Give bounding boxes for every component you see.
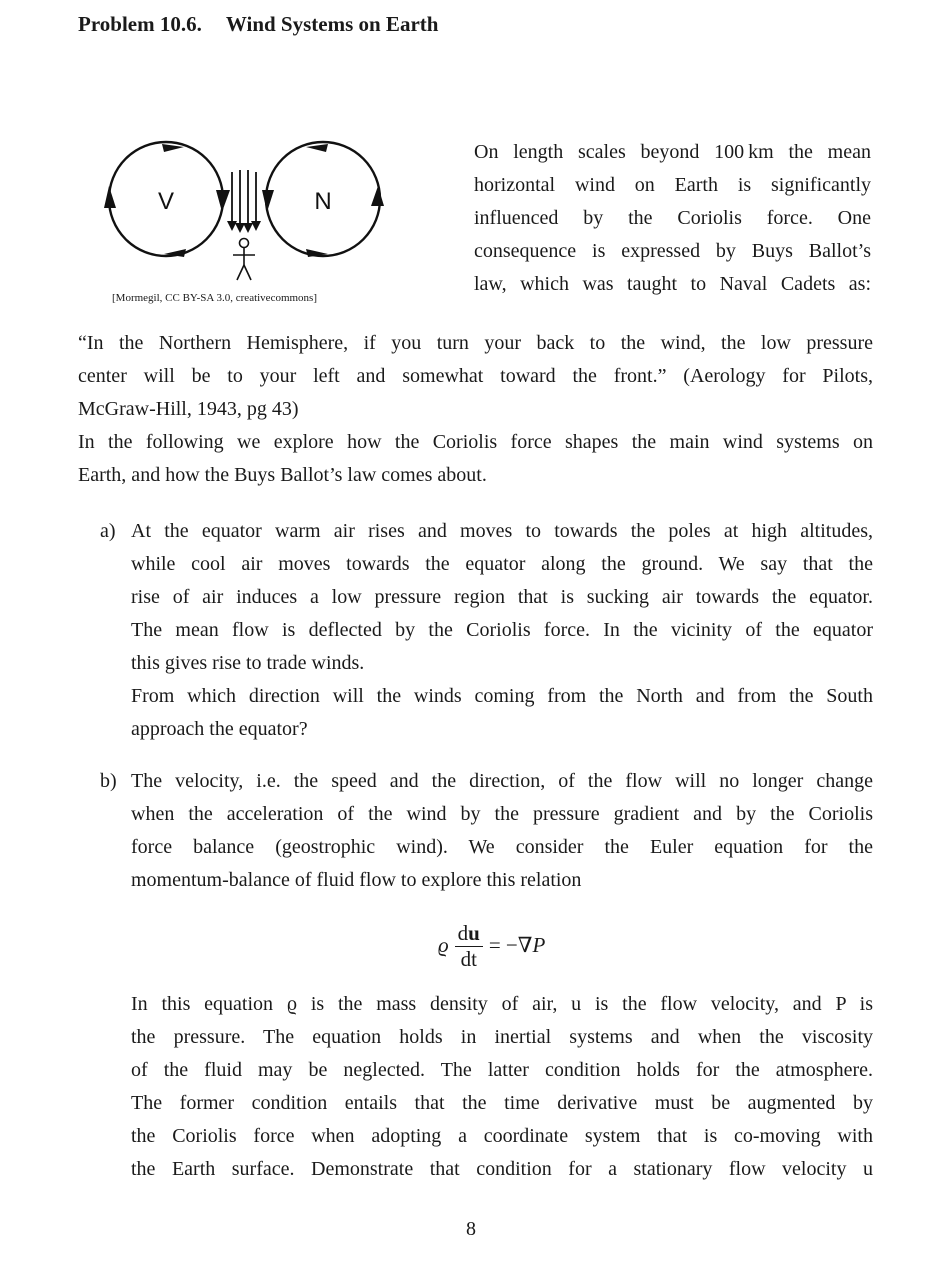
part-a-label: a) [100, 520, 116, 542]
text-line: this gives rise to trade winds. [131, 652, 365, 674]
eq-rho: ϱ [438, 932, 449, 957]
text-line: center will be to your left and somewhat toward the front.” (Aerology for Pilots, [78, 365, 873, 387]
text-line: horizontal wind on Earth is significantly [474, 174, 871, 196]
part-a-text [131, 515, 873, 680]
text-line: the Coriolis force when adopting a coordinate system that is co-moving with [131, 1125, 873, 1147]
text-line: In this equation ϱ is the mass density of air, u is the flow velocity, and P is [131, 993, 873, 1015]
text-line: the pressure. The equation holds in inertial systems and when the viscosity [131, 1026, 873, 1048]
text-line: momentum-balance of fluid flow to explore this relation [131, 869, 582, 891]
text-line: On length scales beyond 100 km the mean [474, 141, 871, 163]
left-arrow-left [104, 186, 116, 208]
right-arrow-right [371, 186, 384, 206]
wind-diagram [96, 130, 396, 310]
problem-title [78, 12, 438, 37]
eq-rhs: = −∇ [488, 932, 533, 957]
eq-rhs-var: P [532, 932, 546, 957]
part-b-text [131, 765, 873, 897]
text-line: “In the Northern Hemisphere, if you turn your back to the wind, the low pressure [78, 332, 873, 354]
part-b-explanation [131, 988, 873, 1186]
eq-fraction [455, 920, 483, 971]
text-line: rise of air induces a low pressure region that is sucking air towards the equator. [131, 586, 873, 608]
right-arrow-top [306, 144, 328, 152]
part-b-label: b) [100, 770, 117, 792]
intro-paragraph [474, 136, 871, 301]
high-pressure-label: N [314, 188, 332, 215]
figure-credit: [Mormegil, CC BY-SA 3.0, creativecommons] [112, 292, 318, 304]
problem-number: Problem 10.6. [78, 12, 202, 36]
left-arrow-top [162, 144, 184, 152]
eq-numerator [455, 920, 483, 947]
text-line: From which direction will the winds coming from the North and from the South [131, 685, 873, 707]
part-a-question [131, 680, 873, 746]
text-line: The velocity, i.e. the speed and the direction, of the flow will no longer change [131, 770, 873, 792]
wind-diagram-svg [96, 130, 396, 300]
text-line: McGraw-Hill, 1943, pg 43) [78, 398, 299, 420]
text-line: when the acceleration of the wind by the pressure gradient and by the Coriolis [131, 803, 873, 825]
text-line: approach the equator? [131, 718, 308, 740]
right-arrow-left [262, 190, 274, 212]
text-line: while cool air moves towards the equator along the ground. We say that the [131, 553, 873, 575]
text-line: The mean flow is deflected by the Coriolis force. In the vicinity of the equator [131, 619, 873, 641]
eq-denominator: dt [460, 946, 477, 971]
page-number: 8 [466, 1218, 476, 1240]
text-line: influenced by the Coriolis force. One [474, 207, 871, 229]
text-line: force balance (geostrophic wind). We consider the Euler equation for the [131, 836, 873, 858]
text-line: consequence is expressed by Buys Ballot’s [474, 240, 871, 262]
wind-arrows [232, 170, 256, 228]
text-line: In the following we explore how the Coriolis force shapes the main wind systems on [78, 431, 873, 453]
quote-paragraph [78, 327, 873, 426]
text-line: of the fluid may be neglected. The latter condition holds for the atmosphere. [131, 1059, 873, 1081]
text-line: law, which was taught to Naval Cadets as: [474, 273, 871, 295]
person-icon [233, 239, 255, 281]
text-line: At the equator warm air rises and moves to towards the poles at high altitudes, [131, 520, 873, 542]
low-pressure-label: V [157, 188, 175, 215]
problem-name: Wind Systems on Earth [225, 12, 439, 36]
left-arrow-right [216, 190, 230, 212]
follow-paragraph [78, 426, 873, 492]
euler-equation [438, 915, 545, 975]
eq-num-u: u [468, 920, 480, 945]
text-line: The former condition entails that the time derivative must be augmented by [131, 1092, 873, 1114]
eq-num-d: d [457, 920, 469, 945]
text-line: the Earth surface. Demonstrate that condition for a stationary flow velocity u [131, 1158, 873, 1180]
text-line: Earth, and how the Buys Ballot’s law comes about. [78, 464, 487, 486]
